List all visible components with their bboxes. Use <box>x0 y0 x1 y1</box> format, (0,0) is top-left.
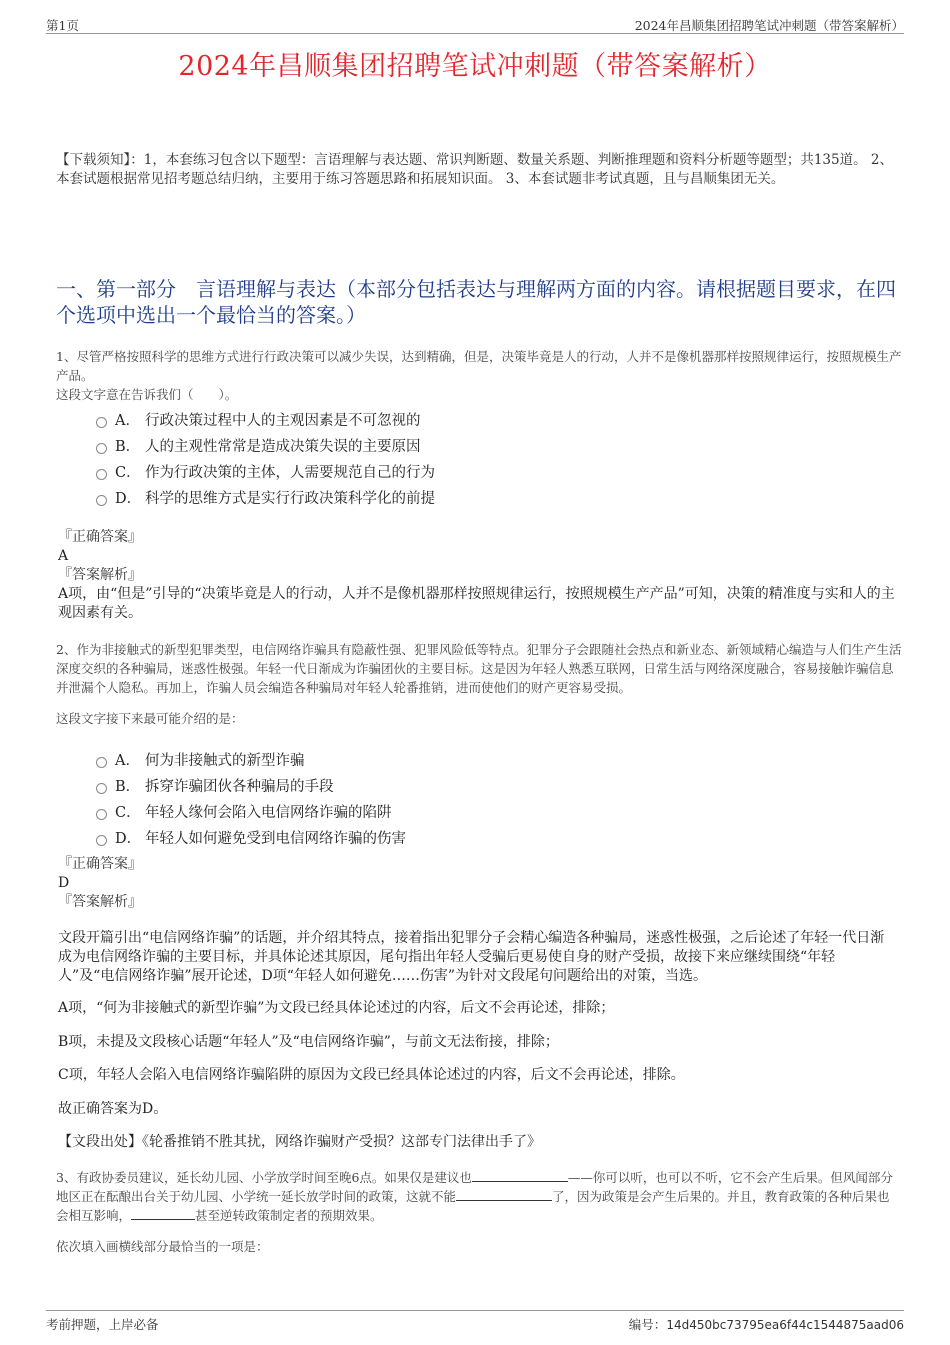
question-1-answer <box>58 528 904 623</box>
question-2 <box>56 640 902 728</box>
question-stem: 3、有政协委员建议，延长幼儿园、小学放学时间至晚6点。如果仅是建议也 ——你可以听，也可以不听，它不会产生后果。但风闻部分地区正在酝酿出台关于幼儿园、小学统一延长放学时间的政策，这就不能 了，因为政策是会产生后果的。并且，教育政策的各种后果也会相互影响， 甚至逆转政策制定者的预期效果。 <box>56 1170 893 1223</box>
header-doc-title: 2024年昌顺集团招聘笔试冲刺题（带答案解析） <box>634 18 904 33</box>
answer-label: 『正确答案』 <box>58 856 142 872</box>
question-stem: 1、尽管严格按照科学的思维方式进行行政决策可以减少失误，达到精确，但是，决策毕竟是人的行动，人并不是像机器那样按照规律运行，按照规模生产产品。 <box>56 349 902 383</box>
question-1-options <box>96 406 876 510</box>
answer-value: D <box>58 875 70 891</box>
footer-code: 编号：14d450bc73795ea6f44c1544875aad06 <box>628 1317 904 1332</box>
analysis-conclusion: 故正确答案为D。 <box>58 1101 168 1117</box>
page-header <box>46 14 904 34</box>
fill-blank-3[interactable] <box>131 1208 195 1220</box>
radio-icon[interactable] <box>96 783 107 794</box>
option-c[interactable]: C． 年轻人缘何会陷入电信网络诈骗的陷阱 <box>96 798 876 824</box>
radio-icon[interactable] <box>96 757 107 768</box>
option-d[interactable]: D． 年轻人如何避免受到电信网络诈骗的伤害 <box>96 824 876 850</box>
analysis-point-b: B项，未提及文段核心话题“年轻人”及“电信网络诈骗”，与前文无法衔接，排除； <box>58 1034 559 1050</box>
analysis-point-a: A项，“何为非接触式的新型诈骗”为文段已经具体论述过的内容，后文不会再论述，排除； <box>58 1000 615 1016</box>
question-2-answer <box>58 855 904 912</box>
question-ask: 这段文字接下来最可能介绍的是： <box>56 711 244 726</box>
footer-slogan: 考前押题，上岸必备 <box>46 1317 159 1332</box>
analysis-text: A项，由“但是”引导的“决策毕竟是人的行动，人并不是像机器那样按照规律运行，按照规模生产产品”可知，决策的精准度与实和人的主观因素有关。 <box>58 586 895 621</box>
text-source: 【文段出处】《轮番推销不胜其扰，网络诈骗财产受损？这部专门法律出手了》 <box>58 1134 541 1150</box>
answer-value: A <box>58 548 69 564</box>
radio-icon[interactable] <box>96 809 107 820</box>
question-1 <box>56 347 902 404</box>
answer-label: 『正确答案』 <box>58 529 142 545</box>
question-ask: 这段文字意在告诉我们（ ）。 <box>56 387 238 402</box>
question-3 <box>56 1168 902 1256</box>
page-number: 第1页 <box>46 18 79 33</box>
radio-icon[interactable] <box>96 443 107 454</box>
fill-blank-1[interactable] <box>472 1170 568 1182</box>
radio-icon[interactable] <box>96 495 107 506</box>
option-b[interactable]: B． 人的主观性常常是造成决策失误的主要原因 <box>96 432 876 458</box>
download-notice: 【下载须知】：1，本套练习包含以下题型：言语理解与表达题、常识判断题、数量关系题、判断推理题和资料分析题等题型；共135道。 2、本套试题根据常见招考题总结归纳，主要用于练习答题思路和拓展知识面。 3、本套试题非考试真题，且与昌顺集团无关。 <box>56 152 893 187</box>
option-a[interactable]: A． 行政决策过程中人的主观因素是不可忽视的 <box>96 406 876 432</box>
page-title: 2024年昌顺集团招聘笔试冲刺题（带答案解析） <box>178 51 772 82</box>
analysis-label: 『答案解析』 <box>58 894 142 910</box>
radio-icon[interactable] <box>96 469 107 480</box>
option-a[interactable]: A． 何为非接触式的新型诈骗 <box>96 746 876 772</box>
option-b[interactable]: B． 拆穿诈骗团伙各种骗局的手段 <box>96 772 876 798</box>
section-heading: 一、第一部分 言语理解与表达（本部分包括表达与理解两方面的内容。请根据题目要求，在四个选项中选出一个最恰当的答案。） <box>56 277 896 327</box>
question-ask: 依次填入画横线部分最恰当的一项是： <box>56 1239 269 1254</box>
option-c[interactable]: C． 作为行政决策的主体，人需要规范自己的行为 <box>96 458 876 484</box>
analysis-text: 文段开篇引出“电信网络诈骗”的话题，并介绍其特点，接着指出犯罪分子会精心编造各种骗局，迷惑性极强，之后论述了年轻一代日渐成为电信网络诈骗的主要目标，并具体论述其原因，尾句指出年轻人受骗后更易使自身的财产受损，故接下来应继续围绕“年轻人”及“电信网络诈骗”展开论述，D项“年轻人如何避免……伤害”为针对文段尾句问题给出的对策，当选。 <box>58 930 885 984</box>
question-stem: 2、作为非接触式的新型犯罪类型，电信网络诈骗具有隐蔽性强、犯罪风险低等特点。犯罪分子会跟随社会热点和新业态、新领域精心编造与人们生产生活深度交织的各种骗局，迷惑性极强。年轻一代日渐成为诈骗团伙的主要目标。这是因为年轻人熟悉互联网，日常生活与网络深度融合，容易接触诈骗信息并泄漏个人隐私。再加上，诈骗人员会编造各种骗局对年轻人轮番推销，进而使他们的财产更容易受损。 <box>56 642 902 695</box>
option-d[interactable]: D． 科学的思维方式是实行行政决策科学化的前提 <box>96 484 876 510</box>
analysis-label: 『答案解析』 <box>58 567 142 583</box>
radio-icon[interactable] <box>96 417 107 428</box>
radio-icon[interactable] <box>96 835 107 846</box>
analysis-point-c: C项，年轻人会陷入电信网络诈骗陷阱的原因为文段已经具体论述过的内容，后文不会再论述，排除。 <box>58 1067 685 1083</box>
fill-blank-2[interactable] <box>456 1189 552 1201</box>
question-2-options <box>96 746 876 850</box>
page-footer <box>46 1310 904 1332</box>
